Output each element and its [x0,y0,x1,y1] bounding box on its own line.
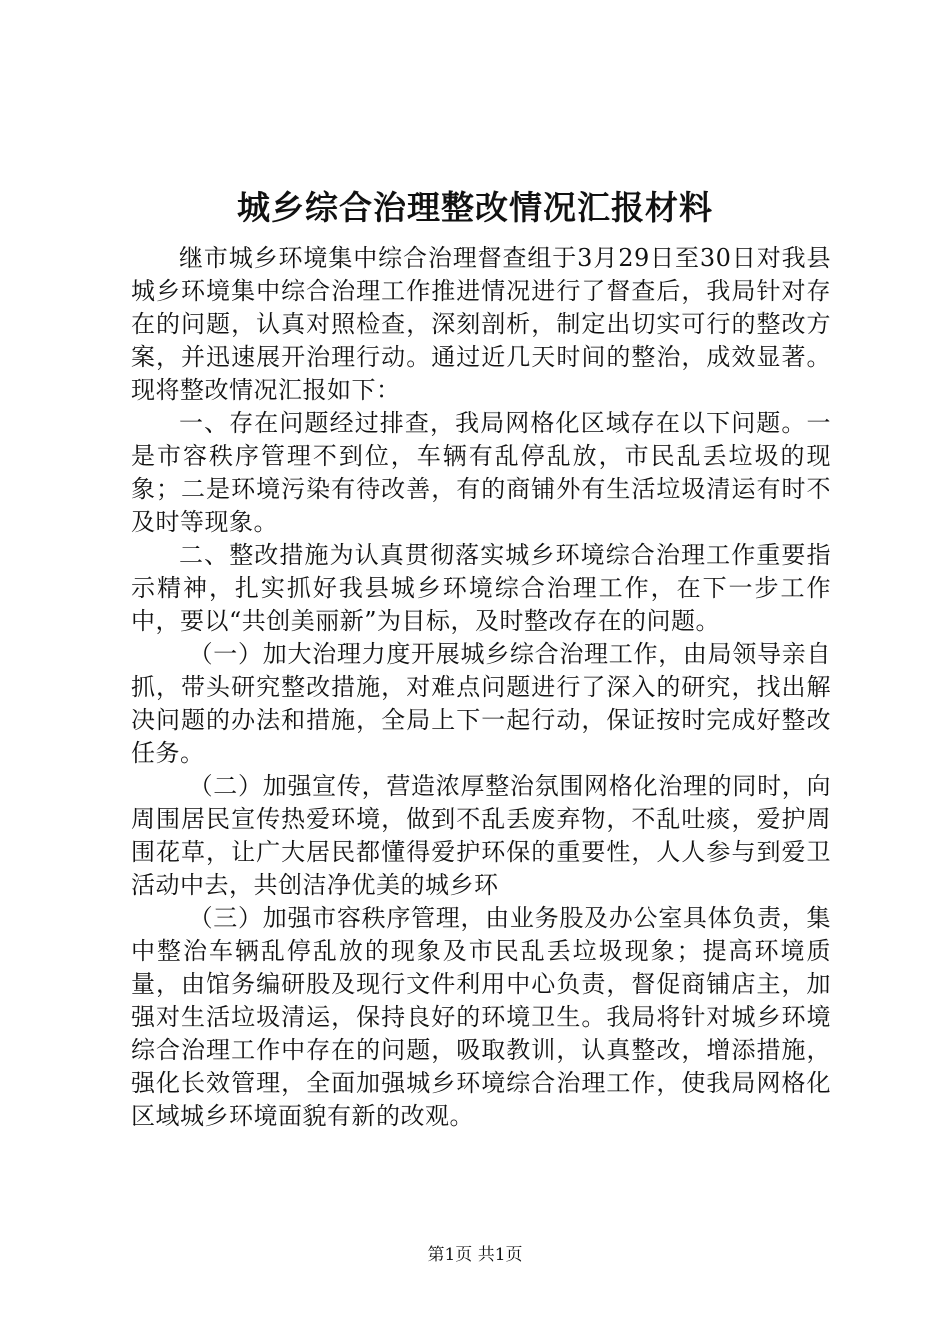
paragraph-section-problems: 一、存在问题经过排查，我局网格化区域存在以下问题。一是市容秩序管理不到位，车辆有乱停乱放，市民乱丢垃圾的现象；二是环境污染有待改善，有的商铺外有生活垃圾清运有时不及时等现象。 [131,409,831,536]
paragraph-intro: 继市城乡环境集中综合治理督查组于3月29日至30日对我县城乡环境集中综合治理工作推进情况进行了督查后，我局针对存在的问题，认真对照检查，深刻剖析，制定出切实可行的整改方案，并迅速展开治理行动。通过近几天时间的整治，成效显著。现将整改情况汇报如下： [131,244,831,404]
paragraph-measure-3: （三）加强市容秩序管理，由业务股及办公室具体负责，集中整治车辆乱停乱放的现象及市民乱丢垃圾现象；提高环境质量，由馆务编研股及现行文件利用中心负责，督促商铺店主，加强对生活垃圾清运，保持良好的环境卫生。我局将针对城乡环境综合治理工作中存在的问题，吸取教训，认真整改，增添措施，强化长效管理，全面加强城乡环境综合治理工作，使我局网格化区域城乡环境面貌有新的改观。 [131,904,831,1130]
paragraph-measure-1: （一）加大治理力度开展城乡综合治理工作，由局领导亲自抓，带头研究整改措施，对难点问题进行了深入的研究，找出解决问题的办法和措施，全局上下一起行动，保证按时完成好整改任务。 [131,640,831,767]
document-body [131,242,831,1133]
paragraph-measure-2: （二）加强宣传，营造浓厚整治氛围网格化治理的同时，向周围居民宣传热爱环境，做到不乱丢废弃物，不乱吐痰，爱护周围花草，让广大居民都懂得爱护环保的重要性，人人参与到爱卫活动中去，共创洁净优美的城乡环 [131,772,831,899]
page-number-footer: 第1页 共1页 [427,1245,523,1265]
document-title: 城乡综合治理整改情况汇报材料 [237,188,713,227]
paragraph-section-measures: 二、整改措施为认真贯彻落实城乡环境综合治理工作重要指示精神，扎实抓好我县城乡环境综合治理工作，在下一步工作中，要以“共创美丽新”为目标，及时整改存在的问题。 [131,541,831,635]
